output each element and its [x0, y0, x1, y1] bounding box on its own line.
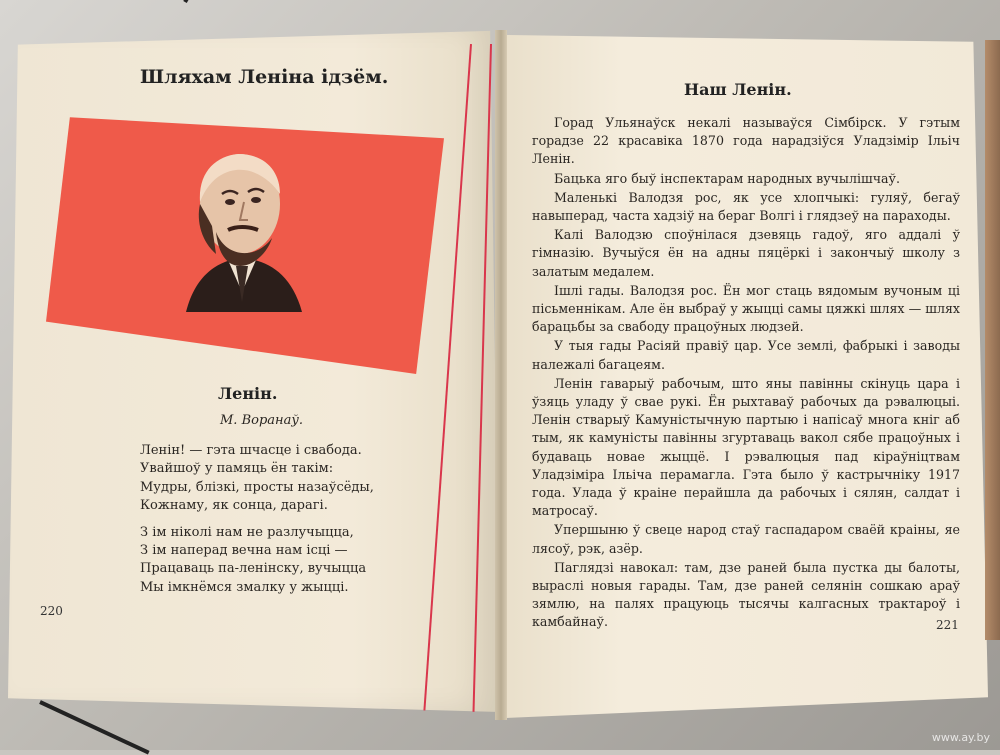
- poem-line: Увайшоў у памяць ён такім:: [140, 461, 334, 477]
- poem-line: Ленін! — гэта шчасце і свабода.: [140, 443, 362, 458]
- watermark: www.ay.by: [931, 731, 990, 744]
- paragraph: Бацька яго быў інспектарам народных вучылішчаў.: [554, 170, 900, 186]
- poem-line: З ім ніколі нам не разлучыцца,: [140, 524, 354, 540]
- poem-line: Кожнаму, як сонца, дарагі.: [140, 498, 328, 514]
- poem-line: Працаваць па-ленінску, вучыцца: [140, 561, 367, 577]
- poem-title: Ленін.: [218, 384, 278, 403]
- left-page-number: 220: [40, 604, 63, 618]
- right-page-title: Наш Ленін.: [684, 80, 792, 99]
- background-object: [985, 40, 1000, 640]
- paragraph: Паглядзі навокал: там, дзе раней была пустка ды балоты, выраслі новыя гарады. Там, дзе раней селянін сошкаю араў зямлю, на палях працуюць тысячы калгасных трактароў і камбайнаў.: [532, 559, 960, 630]
- poem-line: Мудры, блізкі, просты назаўсёды,: [140, 479, 374, 495]
- left-page-title: Шляхам Леніна ідзём.: [140, 66, 389, 88]
- paragraph: Упершыню ў свеце народ стаў гаспадаром сваёй краіны, яе лясоў, рэк, азёр.: [532, 522, 960, 556]
- paragraph: Маленькі Валодзя рос, як усе хлопчыкі: гуляў, бегаў навыперад, часта хадзіў на бераг Волгі і глядзеў на параходы.: [532, 189, 960, 224]
- paragraph: Калі Валодзю споўнілася дзевяць гадоў, яго аддалі ў гімназію. Вучыўся ён на адны пяцёркі і закончыў школу з залатым медалем.: [532, 227, 960, 279]
- poem: [140, 442, 400, 597]
- lenin-portrait-image: [176, 142, 308, 312]
- poem-author: М. Воранаў.: [220, 413, 304, 428]
- paragraph: Горад Ульянаўск некалі называўся Сімбірск. У гэтым горадзе 22 красавіка 1870 года нарадзіўся Уладзімір Ільіч Ленін.: [532, 115, 960, 167]
- book-spine: [495, 30, 507, 720]
- poem-line: Мы імкнёмся змалку у жыцці.: [140, 579, 349, 595]
- paragraph: Ішлі гады. Валодзя рос. Ён мог стаць вядомым вучоным ці пісьменнікам. Але ён выбраў у жыцці самы цяжкі шлях — шлях барацьбы за свабоду працоўных людзей.: [532, 282, 960, 335]
- paragraph: Ленін гаварыў рабочым, што яны павінны скінуць цара і ўзяць уладу ў свае рукі. Ён рыхтаваў рабочых да рэвалюцыі. Ленін стварыў Камуністычную партыю і напісаў многа кніг аб тым, як камуністы павінны згуртаваць вакол сябе працоўных і будаваць новае жыццё. І рэвалюцыя пад кіраўніцтвам Уладзіміра Ільіча перамагла. Гэта было ў кастрычніку 1917 года. Улада ў краіне перайшла да рабочых і сялян, салдат і матросаў.: [532, 375, 960, 519]
- right-page-number: 221: [936, 618, 959, 632]
- paragraph: У тыя гады Расіяй правіў цар. Усе землі, фабрыкі і заводы належалі багацеям.: [532, 338, 960, 372]
- article-text: [532, 114, 960, 633]
- poem-line: З ім наперад вечна нам ісці —: [140, 543, 348, 559]
